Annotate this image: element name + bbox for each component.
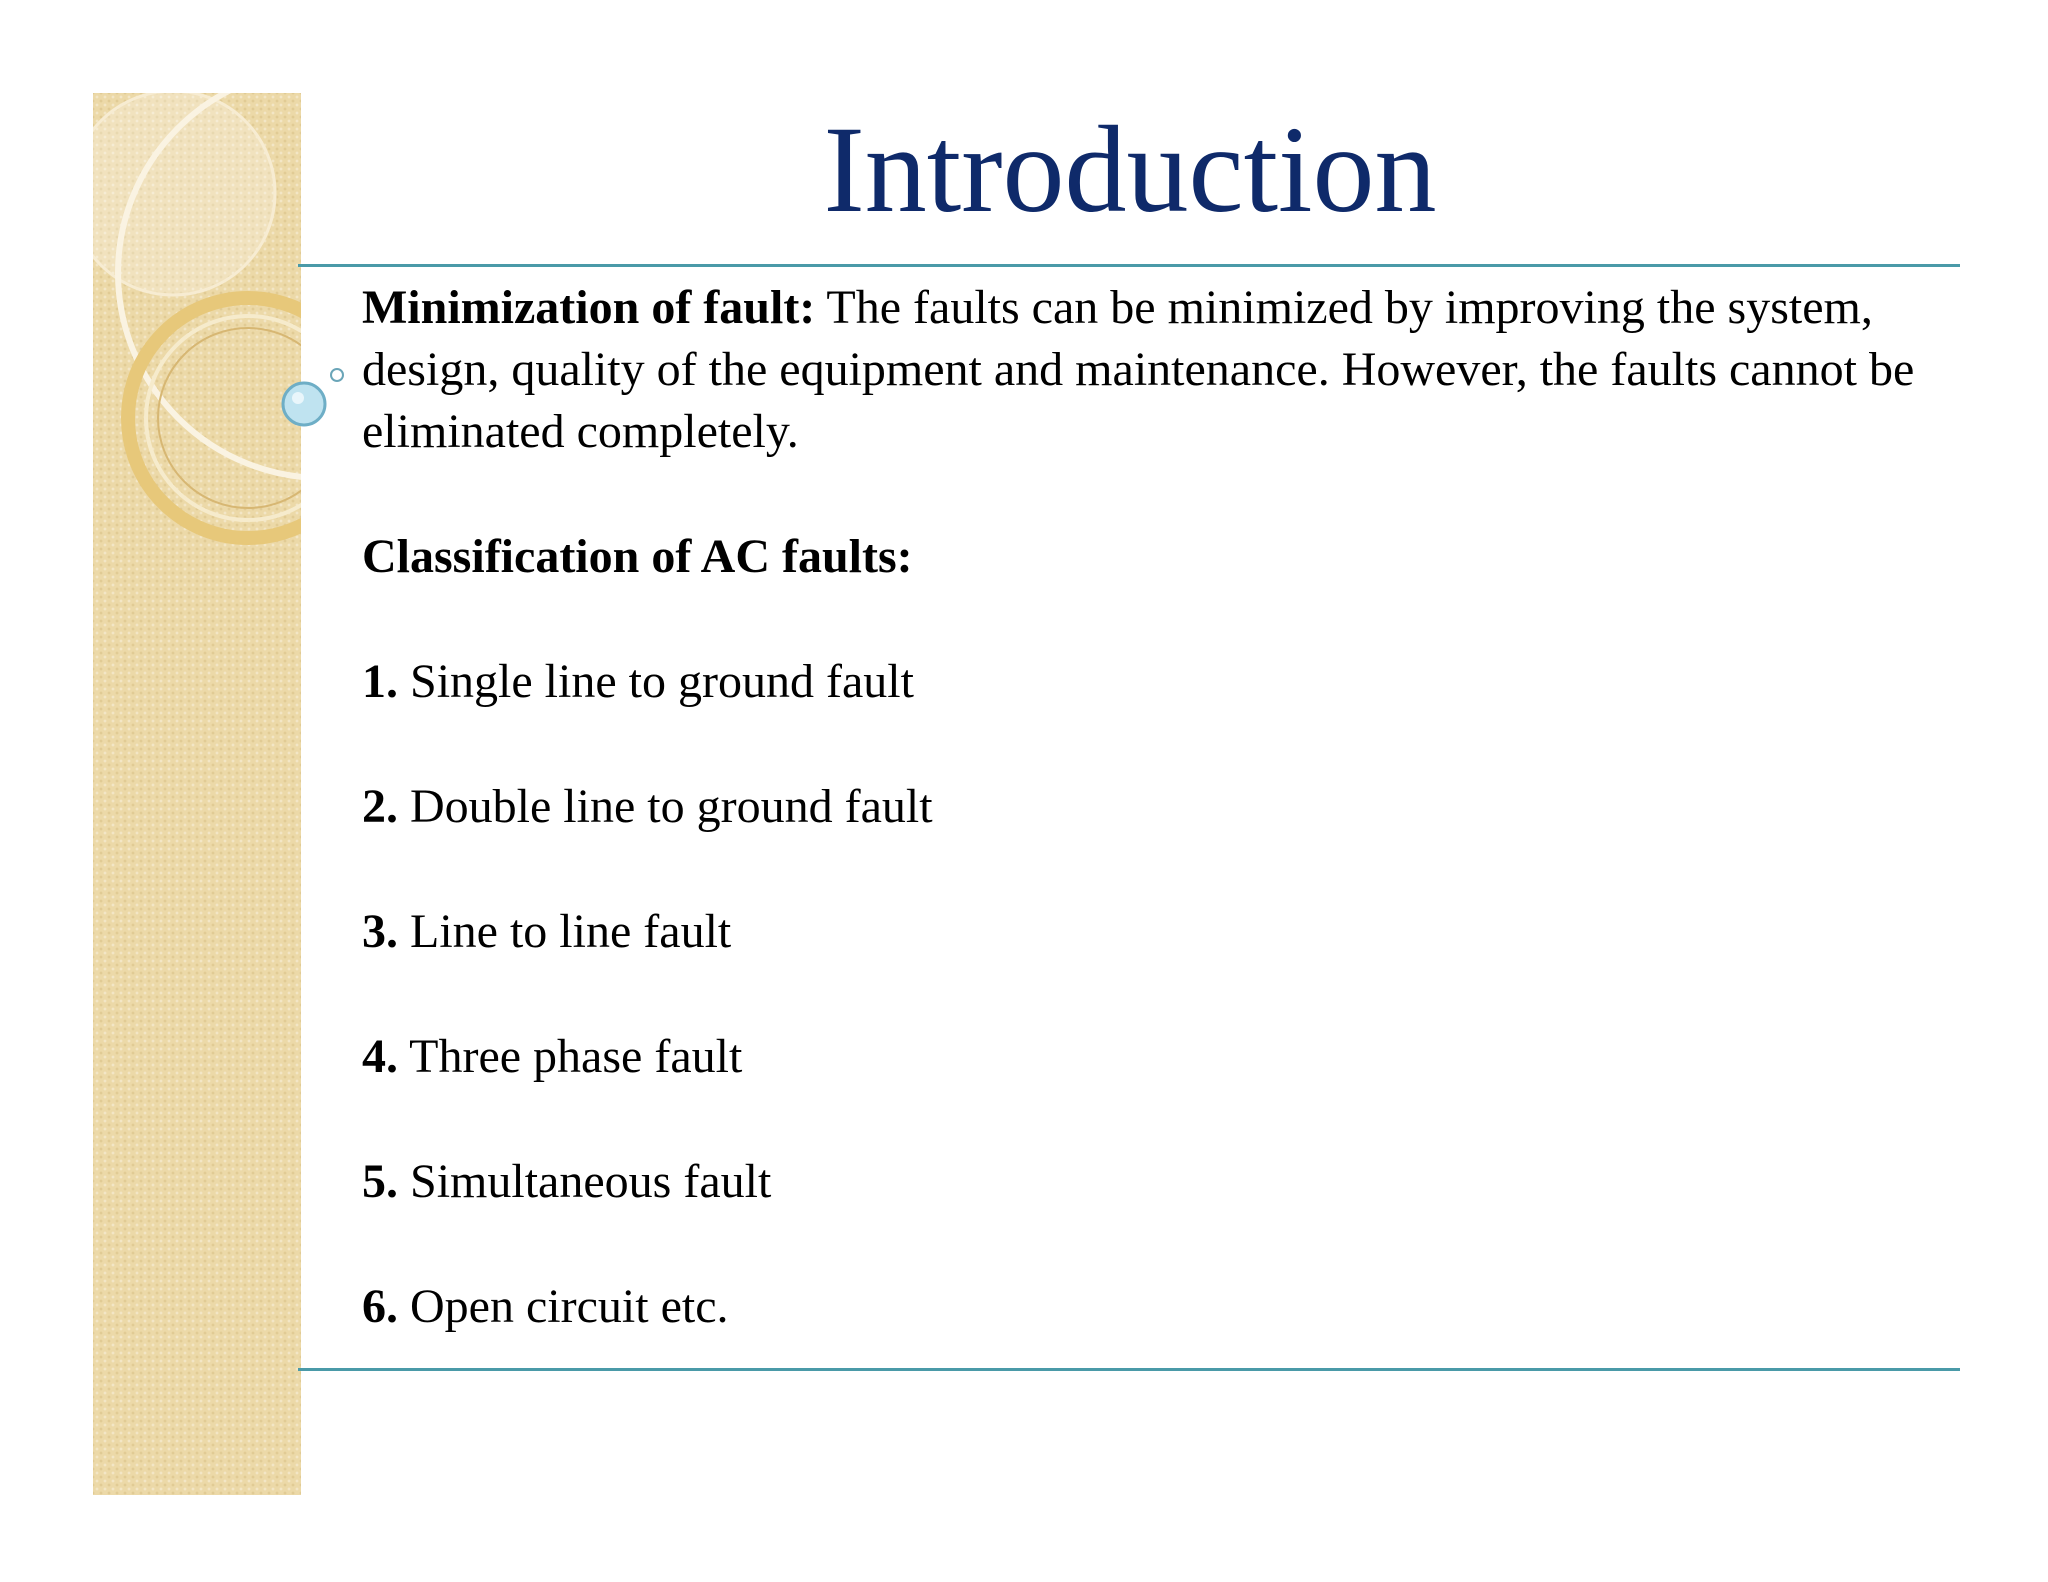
list-item-text: Open circuit etc. (398, 1280, 729, 1333)
list-item (362, 1151, 1922, 1213)
list-item-number: 4. (362, 1030, 398, 1083)
list-item-number: 3. (362, 905, 398, 958)
slide-body (362, 277, 1922, 1338)
slide-title: Introduction (823, 101, 1437, 238)
list-item (362, 776, 1922, 838)
list-item-text: Double line to ground fault (398, 780, 933, 833)
list-item-number: 6. (362, 1280, 398, 1333)
minimization-text: The faults can be minimized by improving the system, design, quality of the equipment and maintenance. However, the faults cannot be eliminated completely. (362, 281, 1915, 458)
list-item-text: Line to line fault (398, 905, 732, 958)
list-item (362, 1276, 1922, 1338)
list-item-number: 2. (362, 780, 398, 833)
decorative-side-band (93, 93, 301, 1495)
list-item-text: Three phase fault (398, 1030, 743, 1083)
fault-list (362, 651, 1922, 1338)
list-item (362, 1026, 1922, 1088)
list-item (362, 651, 1922, 713)
bottom-divider (298, 1368, 1960, 1371)
minimization-paragraph (362, 277, 1922, 463)
classification-heading: Classification of AC faults: (362, 530, 913, 583)
list-item-number: 1. (362, 655, 398, 708)
list-item (362, 901, 1922, 963)
list-item-number: 5. (362, 1155, 398, 1208)
list-item-text: Simultaneous fault (398, 1155, 772, 1208)
minimization-label: Minimization of fault: (362, 281, 816, 334)
list-item-text: Single line to ground fault (398, 655, 914, 708)
decorative-circles (93, 93, 301, 1495)
title-divider (298, 264, 1960, 267)
